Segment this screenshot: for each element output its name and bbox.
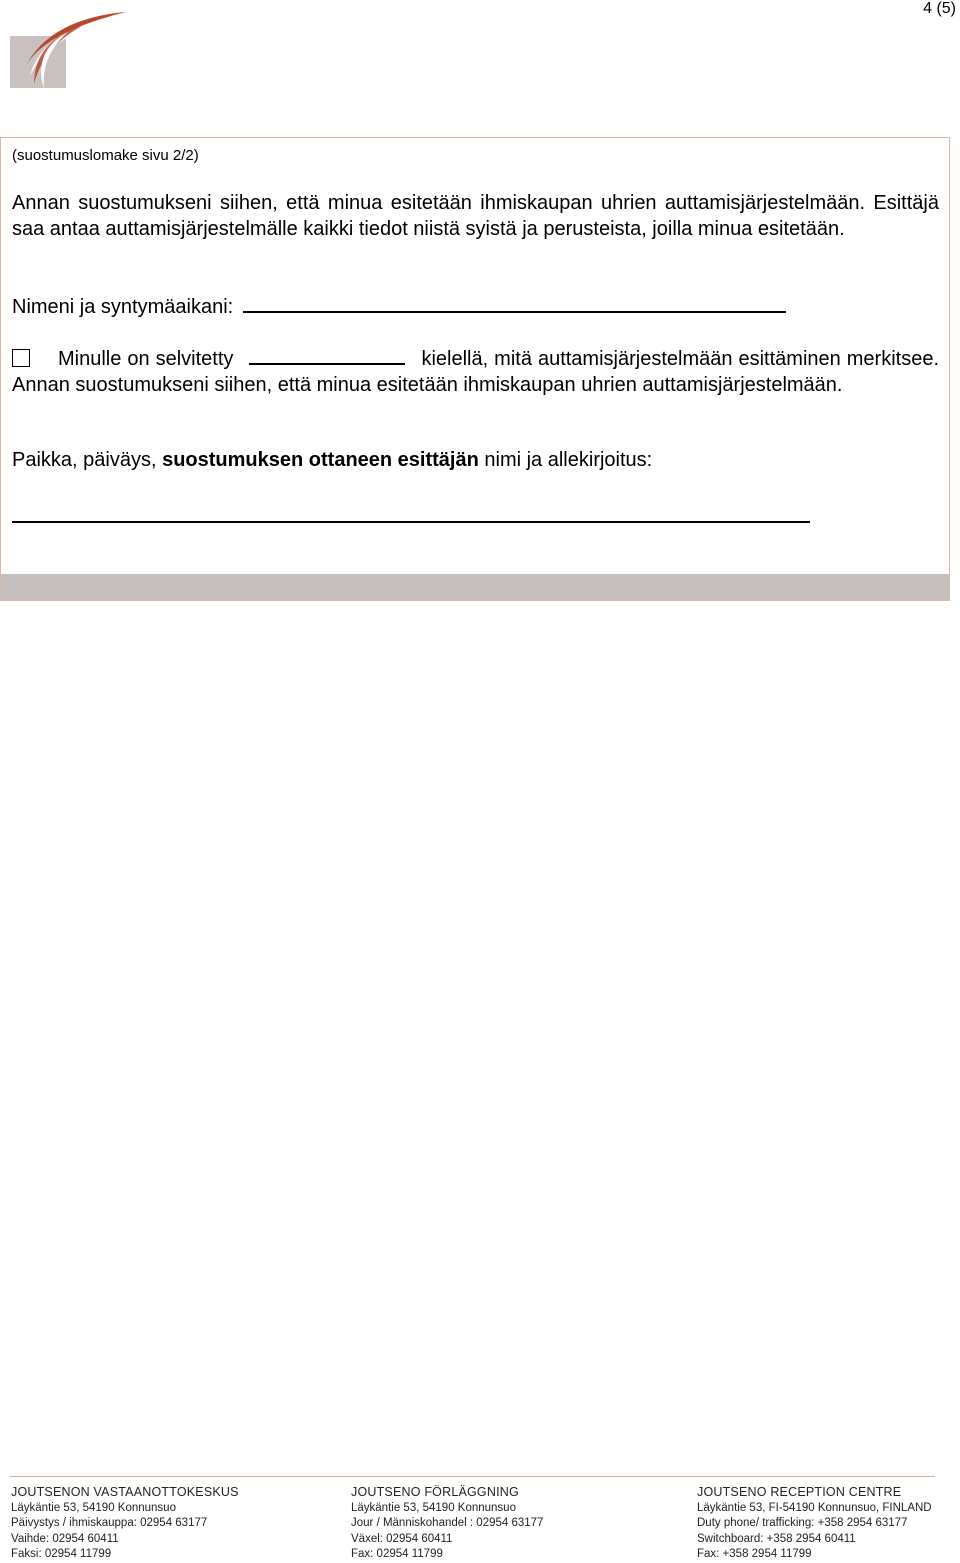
name-input-line[interactable] [243,293,786,313]
signature-label-pre: Paikka, päiväys, [12,449,157,471]
footer-phone: Duty phone/ trafficking: +358 2954 63177 [697,1517,908,1530]
language-input-line[interactable] [249,345,405,365]
footer-column-sv [351,1485,543,1563]
name-row [12,293,939,320]
footer-phone: Päivystys / ihmiskauppa: 02954 63177 [11,1517,208,1530]
signature-label-post: nimi ja allekirjoitus: [484,449,653,471]
signature-input-line[interactable] [12,521,810,523]
footer-column-fi [11,1485,239,1563]
name-label: Nimeni ja syntymäaikani: [12,296,234,318]
form-bottom-bar [1,574,949,600]
footer-fax: Fax: 02954 11799 [351,1548,443,1561]
explained-post-text: kielellä, mitä auttamisjärjestelmään esittäminen merkitsee. Annan suostumukseni siihen, että minua esitetään ihmiskaupan uhrien auttamisjärjestelmään. [12,348,940,396]
signature-label-bold: suostumuksen ottaneen esittäjän [162,449,479,471]
footer-address: Läykäntie 53, 54190 Konnunsuo [11,1501,176,1514]
footer-switchboard: Vaihde: 02954 60411 [11,1532,119,1545]
explained-pre-text: Minulle on selvitetty [58,348,234,370]
form-subtitle: (suostumuslomake sivu 2/2) [12,147,199,164]
footer-address: Läykäntie 53, 54190 Konnunsuo [351,1501,516,1514]
footer-phone: Jour / Människohandel : 02954 63177 [351,1517,544,1530]
page-number: 4 (5) [923,0,956,17]
consent-statement: Annan suostumukseni siihen, että minua esitetään ihmiskaupan uhrien auttamisjärjestelmään. Esittäjä saa antaa auttamisjärjestelmälle kaikki tiedot niistä syistä ja perusteista, joilla minua esitetään. [12,192,939,240]
consent-form-box [0,137,950,601]
footer-title: JOUTSENO FÖRLÄGGNING [351,1485,519,1499]
footer-switchboard: Switchboard: +358 2954 60411 [697,1532,856,1545]
footer-address: Läykäntie 53, FI-54190 Konnunsuo, FINLAND [697,1501,932,1514]
footer-fax: Faksi: 02954 11799 [11,1548,112,1561]
footer-title: JOUTSENO RECEPTION CENTRE [697,1485,902,1499]
footer-title: JOUTSENON VASTAANOTTOKESKUS [11,1485,239,1499]
footer-fax: Fax: +358 2954 11799 [697,1548,812,1561]
footer-column-en [697,1485,932,1563]
footer-divider [10,1476,935,1477]
language-checkbox[interactable] [12,349,30,367]
footer-switchboard: Växel: 02954 60411 [351,1532,453,1545]
language-consent-paragraph [12,345,939,398]
signature-label [12,447,939,473]
organization-logo [8,10,130,90]
